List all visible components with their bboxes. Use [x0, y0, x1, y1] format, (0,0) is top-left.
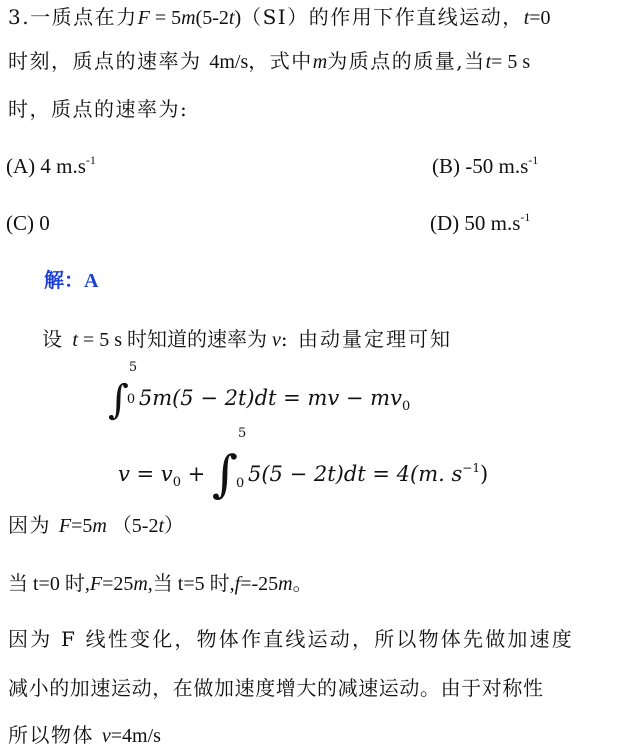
- when-text-a: 当 t=0 时,: [8, 573, 90, 595]
- option-d-exponent: -1: [520, 210, 531, 224]
- option-c[interactable]: [6, 210, 50, 236]
- because-line: [8, 512, 186, 539]
- problem-line-3: [8, 96, 188, 122]
- equation-2-exponent: −1: [462, 461, 480, 475]
- when-line: [8, 570, 314, 597]
- setup-text-a: 设: [42, 327, 73, 351]
- final-text-a: 所以物体: [8, 723, 102, 747]
- option-a-exponent: -1: [85, 153, 96, 167]
- solution-answer: [44, 267, 98, 294]
- integral-limits: [235, 426, 248, 491]
- integral-sign: ∫: [211, 445, 238, 503]
- because-text-d: ）: [164, 513, 186, 537]
- solution-header: 解：: [44, 268, 84, 292]
- explain-text-1: 因为 F 线性变化，物体作直线运动，所以物体先做加速度: [8, 627, 574, 651]
- option-b-label: (B) -50 m.s: [432, 154, 529, 178]
- time-symbol: t: [72, 329, 78, 351]
- setup-text-c: : 由动量定理可知: [280, 327, 452, 351]
- when-text-e: 。: [292, 571, 315, 595]
- upper-limit: 5: [128, 360, 138, 375]
- force-symbol: F: [89, 573, 103, 595]
- option-c-label: (C) 0: [6, 211, 50, 235]
- time-value: = 5 s: [491, 51, 531, 73]
- final-line: [8, 722, 161, 749]
- equation-1-body: 5m(5 − 2t)dt = mv − mv: [138, 386, 402, 410]
- option-d-label: (D) 50 m.s: [430, 211, 521, 235]
- t0-value: =0: [529, 7, 551, 29]
- integral-limits: [126, 360, 139, 407]
- option-b-exponent: -1: [528, 153, 539, 167]
- option-b[interactable]: [432, 153, 538, 179]
- mass-symbol: m: [133, 573, 148, 595]
- force-symbol: F: [137, 7, 150, 29]
- option-a[interactable]: [6, 153, 96, 179]
- upper-limit: 5: [237, 426, 247, 441]
- problem-line-1-text: 的作用下作直线运动，: [308, 5, 524, 29]
- lower-limit: 0: [235, 476, 245, 491]
- final-text-b: =4m/s: [110, 725, 161, 747]
- force-close: ): [234, 7, 242, 29]
- equation-2-plus: +: [180, 462, 212, 486]
- mass-symbol: m: [181, 7, 196, 29]
- when-text-b: =25: [102, 573, 134, 595]
- mass-symbol: m: [278, 573, 293, 595]
- initial-speed: 4m/s: [209, 51, 249, 73]
- mass-symbol: m: [92, 515, 107, 537]
- when-text-c: ,当 t=5 时,: [147, 573, 235, 595]
- integral-sign: ∫: [108, 377, 129, 423]
- force-eq: = 5: [149, 7, 182, 29]
- problem-line-2: [8, 48, 530, 75]
- si-unit: （SI）: [241, 5, 309, 29]
- setup-text-b: = 5 s 时知道的速率为: [77, 329, 272, 351]
- because-text-a: 因为: [8, 513, 59, 537]
- time-symbol: t: [158, 515, 165, 537]
- force-symbol: F: [58, 515, 72, 537]
- t0-symbol: t: [523, 7, 530, 29]
- problem-line-2-text-c: 为质点的质量,当: [327, 49, 486, 73]
- velocity-symbol: v: [271, 329, 281, 351]
- option-a-label: (A) 4 m.s: [6, 154, 86, 178]
- because-text-c: （5-2: [106, 515, 159, 537]
- time-symbol: t: [485, 51, 492, 73]
- answer-letter: A: [84, 270, 99, 292]
- solution-setup: [42, 326, 452, 353]
- problem-line-1: [8, 4, 551, 31]
- equation-1-subscript: 0: [401, 399, 411, 414]
- force-symbol-lower: f: [234, 573, 241, 595]
- equation-velocity: [118, 426, 489, 503]
- explain-text-2: 减小的加速运动，在做加速度增大的减速运动。由于对称性: [8, 676, 544, 700]
- when-text-d: =-25: [240, 573, 279, 595]
- lower-limit: 0: [126, 392, 136, 407]
- problem-line-2-text: 时刻，质点的速率为: [8, 49, 210, 73]
- time-symbol: t: [228, 7, 235, 29]
- mass-symbol: m: [312, 51, 328, 73]
- equation-impulse: [108, 360, 411, 423]
- problem-line-3-text: 时，质点的速率为:: [8, 97, 189, 121]
- option-d[interactable]: [430, 210, 530, 236]
- because-text-b: =5: [71, 515, 93, 537]
- problem-line-2-text-b: ，式中: [248, 49, 313, 73]
- equation-2-body: 5(5 − 2t)dt = 4(m. s: [247, 462, 463, 486]
- problem-number-text: 3.一质点在力: [8, 5, 138, 29]
- velocity-symbol: v: [101, 725, 111, 747]
- equation-2-lhs: v = v: [118, 462, 173, 486]
- force-paren: (5-2: [195, 7, 229, 29]
- explain-line-1: [8, 626, 574, 652]
- equation-2-end: ): [479, 462, 489, 486]
- explain-line-2: [8, 675, 544, 701]
- equation-2-lhs-subscript: 0: [172, 475, 181, 490]
